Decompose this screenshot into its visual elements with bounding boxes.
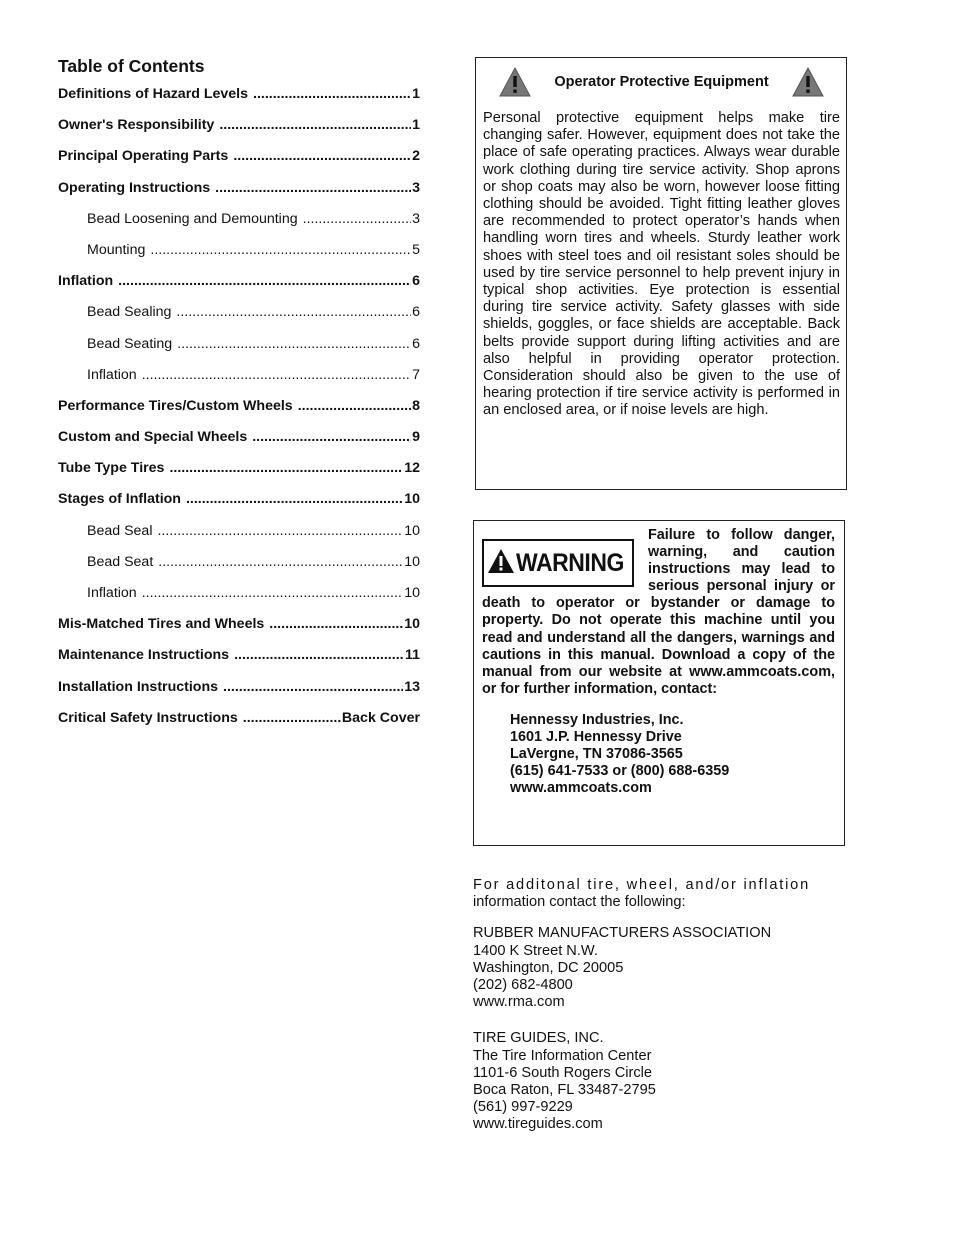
toc-entry-label: Bead Loosening and Demounting [87,210,298,227]
toc-entry-page: 11 [405,647,420,664]
contact-company: Hennessy Industries, Inc. [510,711,684,728]
operator-protective-equipment-box [475,57,847,490]
toc-entry [58,242,420,273]
additional-information [473,877,837,1153]
toc-entry [58,679,420,710]
organization-detail: (561) 997-9229 [473,1099,573,1116]
toc-entry-label: Bead Sealing [87,304,172,321]
toc-entry [58,523,420,554]
toc-entry [58,273,420,304]
toc-entry [58,491,420,522]
organization-detail: Washington, DC 20005 [473,959,624,976]
toc-entry-label: Principal Operating Parts [58,148,229,165]
toc-entry [58,710,420,741]
contact-phone: (615) 641-7533 or (800) 688-6359 [510,763,730,780]
organization-name: TIRE GUIDES, INC. [473,1030,604,1047]
toc-entry [58,429,420,460]
toc-entry-label: Inflation [87,366,137,383]
organization-contact [473,1030,837,1133]
contact-website: www.ammcoats.com [510,780,652,797]
toc-entry-page: 10 [404,585,420,601]
toc-entry-page: 12 [404,460,420,477]
manufacturer-contact [510,712,835,797]
toc-dot-leader [150,242,411,258]
organization-detail: 1400 K Street N.W. [473,942,598,959]
toc-dot-leader [234,647,404,663]
info-intro-line: information contact the following: [473,894,686,911]
toc-entry [58,647,420,678]
toc-entry-page: Back Cover [341,709,420,726]
toc-entry-label: Inflation [58,273,114,290]
toc-entry-label: Inflation [87,585,137,601]
toc-entry-label: Owner's Responsibility [58,117,215,134]
toc-entry-label: Operating Instructions [58,179,211,196]
ppe-header [483,58,840,110]
warning-triangle-icon [792,67,824,102]
toc-entry-label: Stages of Inflation [58,491,181,508]
toc-entry-label: Critical Safety Instructions [58,709,238,726]
toc-dot-leader [298,398,411,414]
organization-detail: www.tireguides.com [473,1116,603,1133]
toc-dot-leader [243,710,341,726]
toc-entry-label: Mis-Matched Tires and Wheels [58,616,265,633]
toc-entry-label: Performance Tires/Custom Wheels [58,397,293,414]
toc-entry-label: Definitions of Hazard Levels [58,86,248,102]
contact-city: LaVergne, TN 37086-3565 [510,746,683,763]
toc-dot-leader [157,523,403,539]
info-intro [473,877,837,911]
toc-dot-leader [177,336,411,352]
toc-dot-leader [142,585,404,601]
toc-dot-leader [269,616,403,632]
warning-box [473,520,845,846]
ppe-title: Operator Protective Equipment [554,74,769,90]
toc-entry-page: 6 [412,335,420,352]
toc-dot-leader [219,117,411,133]
toc-entry-label: Installation Instructions [58,678,219,695]
toc-entry [58,304,420,335]
toc-entry [58,148,420,179]
toc-entry-page: 5 [412,241,420,258]
toc-entry [58,460,420,491]
warning-triangle-icon [487,547,515,580]
organization-contact [473,925,837,1011]
toc-dot-leader [118,273,411,289]
toc-dot-leader [252,429,411,445]
toc-entry-label: Mounting [87,241,146,258]
toc-entry-page: 10 [404,616,420,633]
toc-dot-leader [142,367,411,383]
organization-name: RUBBER MANUFACTURERS ASSOCIATION [473,925,772,942]
toc-entry [58,336,420,367]
toc-entry-page: 3 [412,179,420,196]
toc-entry-label: Bead Seat [87,553,154,570]
toc-entry [58,117,420,148]
organization-detail: www.rma.com [473,994,565,1011]
contact-street: 1601 J.P. Hennessy Drive [510,729,682,746]
toc-entry-label: Maintenance Instructions [58,647,230,664]
toc-entry-page: 10 [404,522,420,539]
toc-dot-leader [223,679,403,695]
toc-entry [58,367,420,398]
toc-entry-page: 8 [412,397,420,414]
toc-entry-label: Bead Seating [87,335,173,352]
toc-entry-page: 6 [412,304,420,321]
table-of-contents [58,55,420,741]
toc-entry-page: 10 [404,491,420,508]
toc-list [58,86,420,741]
toc-entry-page: 10 [404,553,420,570]
toc-entry-page: 1 [412,117,420,134]
toc-dot-leader [169,460,403,476]
organization-detail: Boca Raton, FL 33487-2795 [473,1082,656,1099]
toc-entry [58,86,420,117]
toc-entry-label: Bead Seal [87,522,153,539]
warning-text: Failure to follow danger, warning, and caution instructions may lead to serious personal injury or death to operator or bystander or damage to property. Do not operate this machine until you read and understand all the dangers, warnings and cautions in this manual. Download a copy of the manual from our website at www.ammcoats.com, or for further information, contact: [482,527,835,697]
toc-entry-label: Custom and Special Wheels [58,429,248,446]
organization-detail: The Tire Information Center [473,1047,652,1064]
toc-entry [58,585,420,616]
warning-label [482,539,634,587]
toc-dot-leader [176,304,411,320]
toc-entry-page: 2 [412,148,420,165]
toc-dot-leader [158,554,403,570]
toc-entry [58,398,420,429]
info-intro-line: For additonal tire, wheel, and/or inflation [473,877,810,893]
toc-dot-leader [303,211,411,227]
toc-dot-leader [186,491,403,507]
toc-entry [58,211,420,242]
organization-detail: 1101-6 South Rogers Circle [473,1064,653,1081]
ppe-body-text: Personal protective equipment helps make tire changing safer. However, equipment does not take the place of safe operating practices. Always wear durable work clothing during tire service activity. Shop aprons or shop coats may also be worn, however loose fitting clothing should be avoided. Tight fitting leather gloves are recommended to protect operator’s hands when handling worn tires and wheels. Sturdy leather work shoes with steel toes and oil resistant soles should be used by tire service personnel to help prevent injury in typical shop activities. Eye protection is essential during tire service activity. Safety glasses with side shields, goggles, or face shields are acceptable. Back belts provide support during lifting activities and are also helpful in providing operator protection. Consideration should also be given to the use of hearing protection if tire service activity is performed in an enclosed area, or if noise levels are high. [483,110,840,419]
warning-word: WARNING [516,548,624,577]
toc-entry-page: 1 [412,86,420,102]
toc-entry-page: 9 [412,429,420,446]
toc-dot-leader [233,148,411,164]
toc-entry-page: 3 [412,210,420,227]
toc-dot-leader [215,180,411,196]
toc-entry [58,180,420,211]
toc-title: Table of Contents [58,56,205,76]
toc-entry [58,616,420,647]
toc-entry-page: 13 [404,678,420,695]
toc-dot-leader [253,86,411,102]
organization-list [473,925,837,1133]
toc-entry [58,554,420,585]
organization-detail: (202) 682-4800 [473,977,573,994]
toc-entry-page: 6 [412,273,420,290]
toc-entry-label: Tube Type Tires [58,460,165,477]
toc-entry-page: 7 [412,366,420,383]
